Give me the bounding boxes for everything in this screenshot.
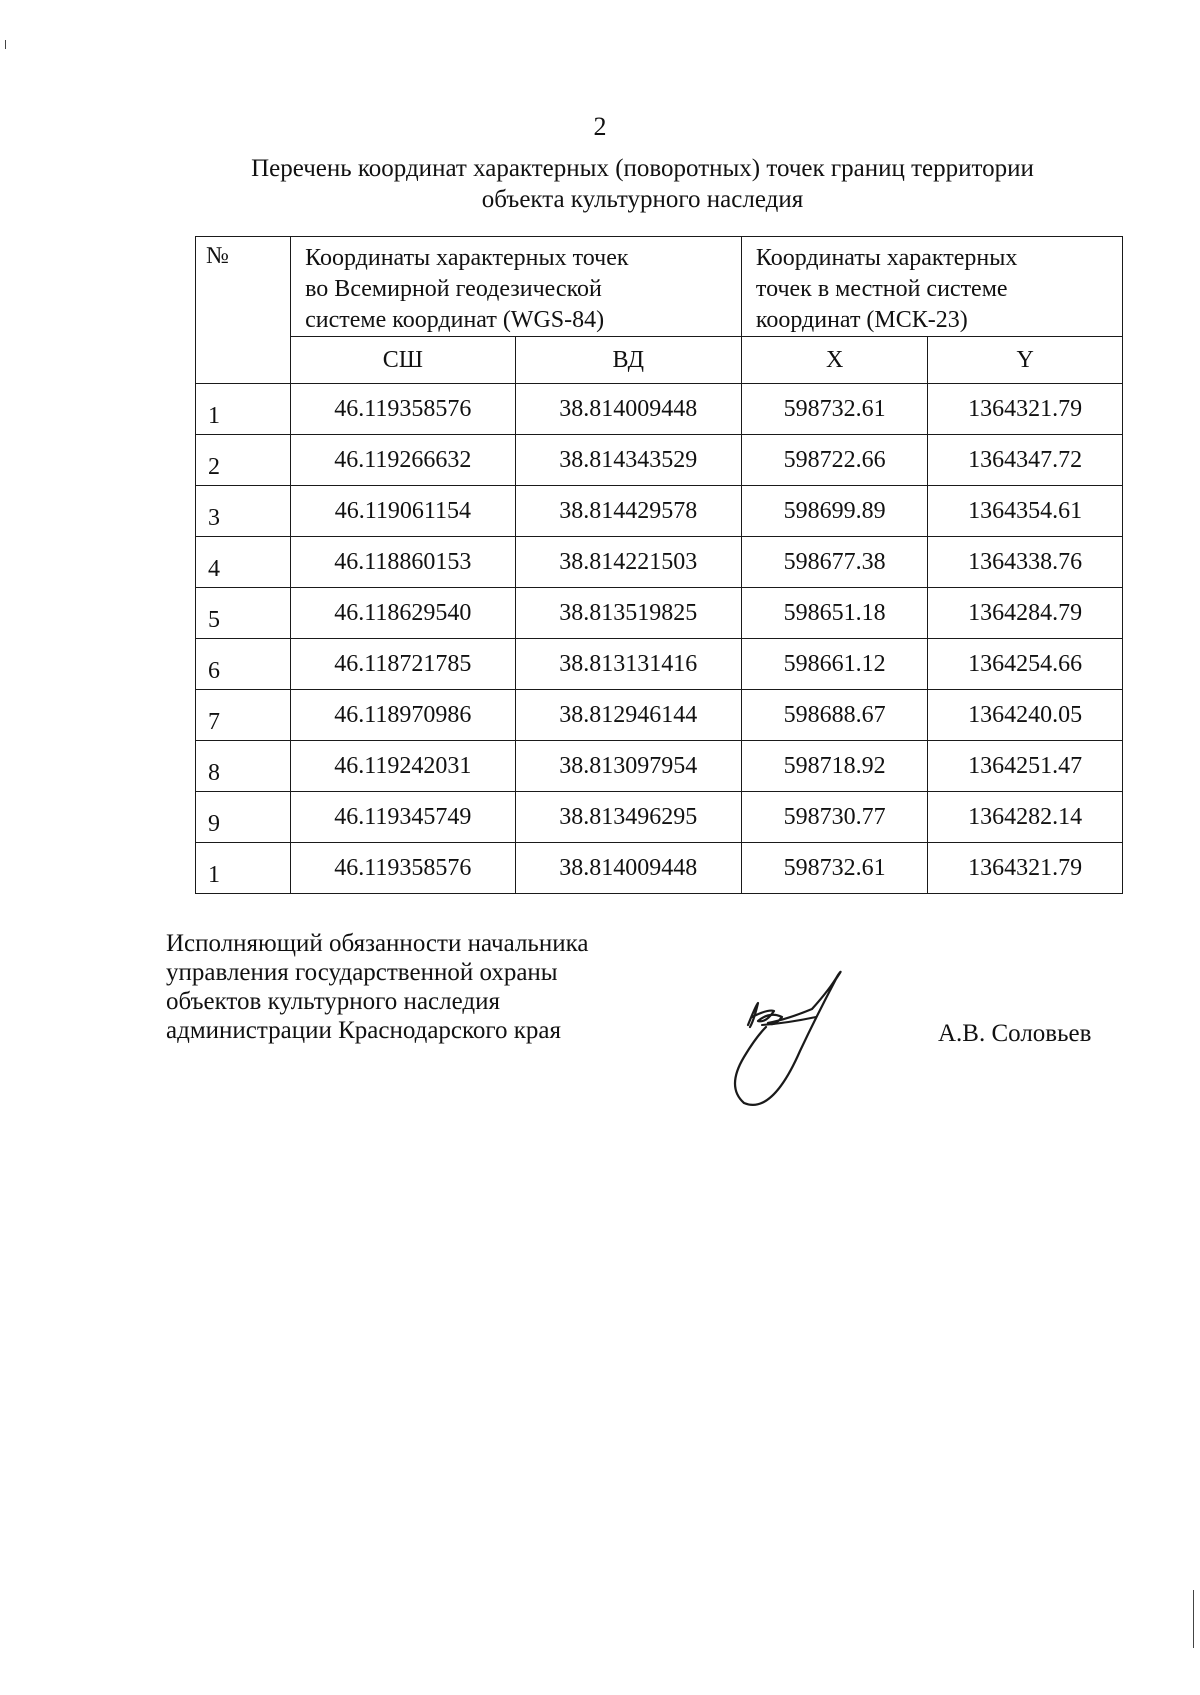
header-line: точек в местной системе xyxy=(755,276,1008,302)
signatory-position xyxy=(166,929,588,1045)
x-cell: 598651.18 xyxy=(741,588,927,639)
longitude-cell: 38.814429578 xyxy=(515,486,741,537)
x-cell: 598688.67 xyxy=(741,690,927,741)
table-row xyxy=(196,435,1123,486)
longitude-cell: 38.814009448 xyxy=(515,843,741,894)
position-line: Исполняющий обязанности начальника xyxy=(166,930,589,957)
y-cell: 1364254.66 xyxy=(928,639,1123,690)
point-number-cell: 7 xyxy=(196,690,291,741)
y-cell: 1364321.79 xyxy=(928,384,1123,435)
x-cell: 598732.61 xyxy=(741,384,927,435)
header-latitude: СШ xyxy=(291,337,515,384)
longitude-cell: 38.814343529 xyxy=(515,435,741,486)
x-cell: 598677.38 xyxy=(741,537,927,588)
table-row xyxy=(196,537,1123,588)
point-number-cell: 2 xyxy=(196,435,291,486)
scan-edge-mark xyxy=(5,40,6,49)
table-subheader-row xyxy=(196,337,1123,384)
scan-edge-mark xyxy=(1193,1590,1194,1648)
x-cell: 598730.77 xyxy=(741,792,927,843)
y-cell: 1364347.72 xyxy=(928,435,1123,486)
header-line: во Всемирной геодезической xyxy=(305,276,602,302)
latitude-cell: 46.119266632 xyxy=(291,435,515,486)
longitude-cell: 38.812946144 xyxy=(515,690,741,741)
latitude-cell: 46.118970986 xyxy=(291,690,515,741)
longitude-cell: 38.813496295 xyxy=(515,792,741,843)
x-cell: 598699.89 xyxy=(741,486,927,537)
latitude-cell: 46.118721785 xyxy=(291,639,515,690)
signature-icon xyxy=(728,965,858,1125)
table-row xyxy=(196,486,1123,537)
table-header-row xyxy=(196,237,1123,337)
longitude-cell: 38.813097954 xyxy=(515,741,741,792)
header-line: Координаты характерных xyxy=(755,245,1018,271)
latitude-cell: 46.118860153 xyxy=(291,537,515,588)
header-number: № xyxy=(196,237,291,384)
title-line: объекта культурного наследия xyxy=(481,186,804,213)
point-number-cell: 1 xyxy=(196,843,291,894)
header-line: системе координат (WGS-84) xyxy=(305,307,605,333)
table-row xyxy=(196,588,1123,639)
header-line: Координаты характерных точек xyxy=(305,245,629,271)
x-cell: 598722.66 xyxy=(741,435,927,486)
x-cell: 598661.12 xyxy=(741,639,927,690)
longitude-cell: 38.814221503 xyxy=(515,537,741,588)
table-body xyxy=(196,384,1123,894)
longitude-cell: 38.813131416 xyxy=(515,639,741,690)
document-title xyxy=(150,153,1135,215)
point-number-cell: 6 xyxy=(196,639,291,690)
coordinates-table xyxy=(195,236,1123,894)
x-cell: 598732.61 xyxy=(741,843,927,894)
y-cell: 1364284.79 xyxy=(928,588,1123,639)
y-cell: 1364321.79 xyxy=(928,843,1123,894)
header-y: Y xyxy=(928,337,1123,384)
header-longitude: ВД xyxy=(515,337,741,384)
longitude-cell: 38.813519825 xyxy=(515,588,741,639)
y-cell: 1364251.47 xyxy=(928,741,1123,792)
header-line: координат (МСК-23) xyxy=(755,307,968,333)
latitude-cell: 46.118629540 xyxy=(291,588,515,639)
y-cell: 1364338.76 xyxy=(928,537,1123,588)
latitude-cell: 46.119061154 xyxy=(291,486,515,537)
header-wgs84-group xyxy=(291,237,742,337)
header-msk23-group xyxy=(741,237,1122,337)
table-row xyxy=(196,792,1123,843)
latitude-cell: 46.119358576 xyxy=(291,843,515,894)
x-cell: 598718.92 xyxy=(741,741,927,792)
y-cell: 1364354.61 xyxy=(928,486,1123,537)
position-line: управления государственной охраны xyxy=(166,959,558,986)
position-line: объектов культурного наследия xyxy=(166,988,500,1015)
signer-name: А.В. Соловьев xyxy=(938,1020,1092,1047)
table-row xyxy=(196,639,1123,690)
y-cell: 1364282.14 xyxy=(928,792,1123,843)
table-row xyxy=(196,384,1123,435)
latitude-cell: 46.119242031 xyxy=(291,741,515,792)
page-number: 2 xyxy=(593,112,607,141)
title-line: Перечень координат характерных (поворотных) точек границ территории xyxy=(251,155,1034,182)
latitude-cell: 46.119358576 xyxy=(291,384,515,435)
position-line: администрации Краснодарского края xyxy=(166,1017,562,1044)
table-row xyxy=(196,690,1123,741)
point-number-cell: 3 xyxy=(196,486,291,537)
point-number-cell: 5 xyxy=(196,588,291,639)
point-number-cell: 8 xyxy=(196,741,291,792)
point-number-cell: 1 xyxy=(196,384,291,435)
point-number-cell: 9 xyxy=(196,792,291,843)
table-row xyxy=(196,741,1123,792)
header-x: X xyxy=(741,337,927,384)
longitude-cell: 38.814009448 xyxy=(515,384,741,435)
y-cell: 1364240.05 xyxy=(928,690,1123,741)
latitude-cell: 46.119345749 xyxy=(291,792,515,843)
table-row xyxy=(196,843,1123,894)
point-number-cell: 4 xyxy=(196,537,291,588)
